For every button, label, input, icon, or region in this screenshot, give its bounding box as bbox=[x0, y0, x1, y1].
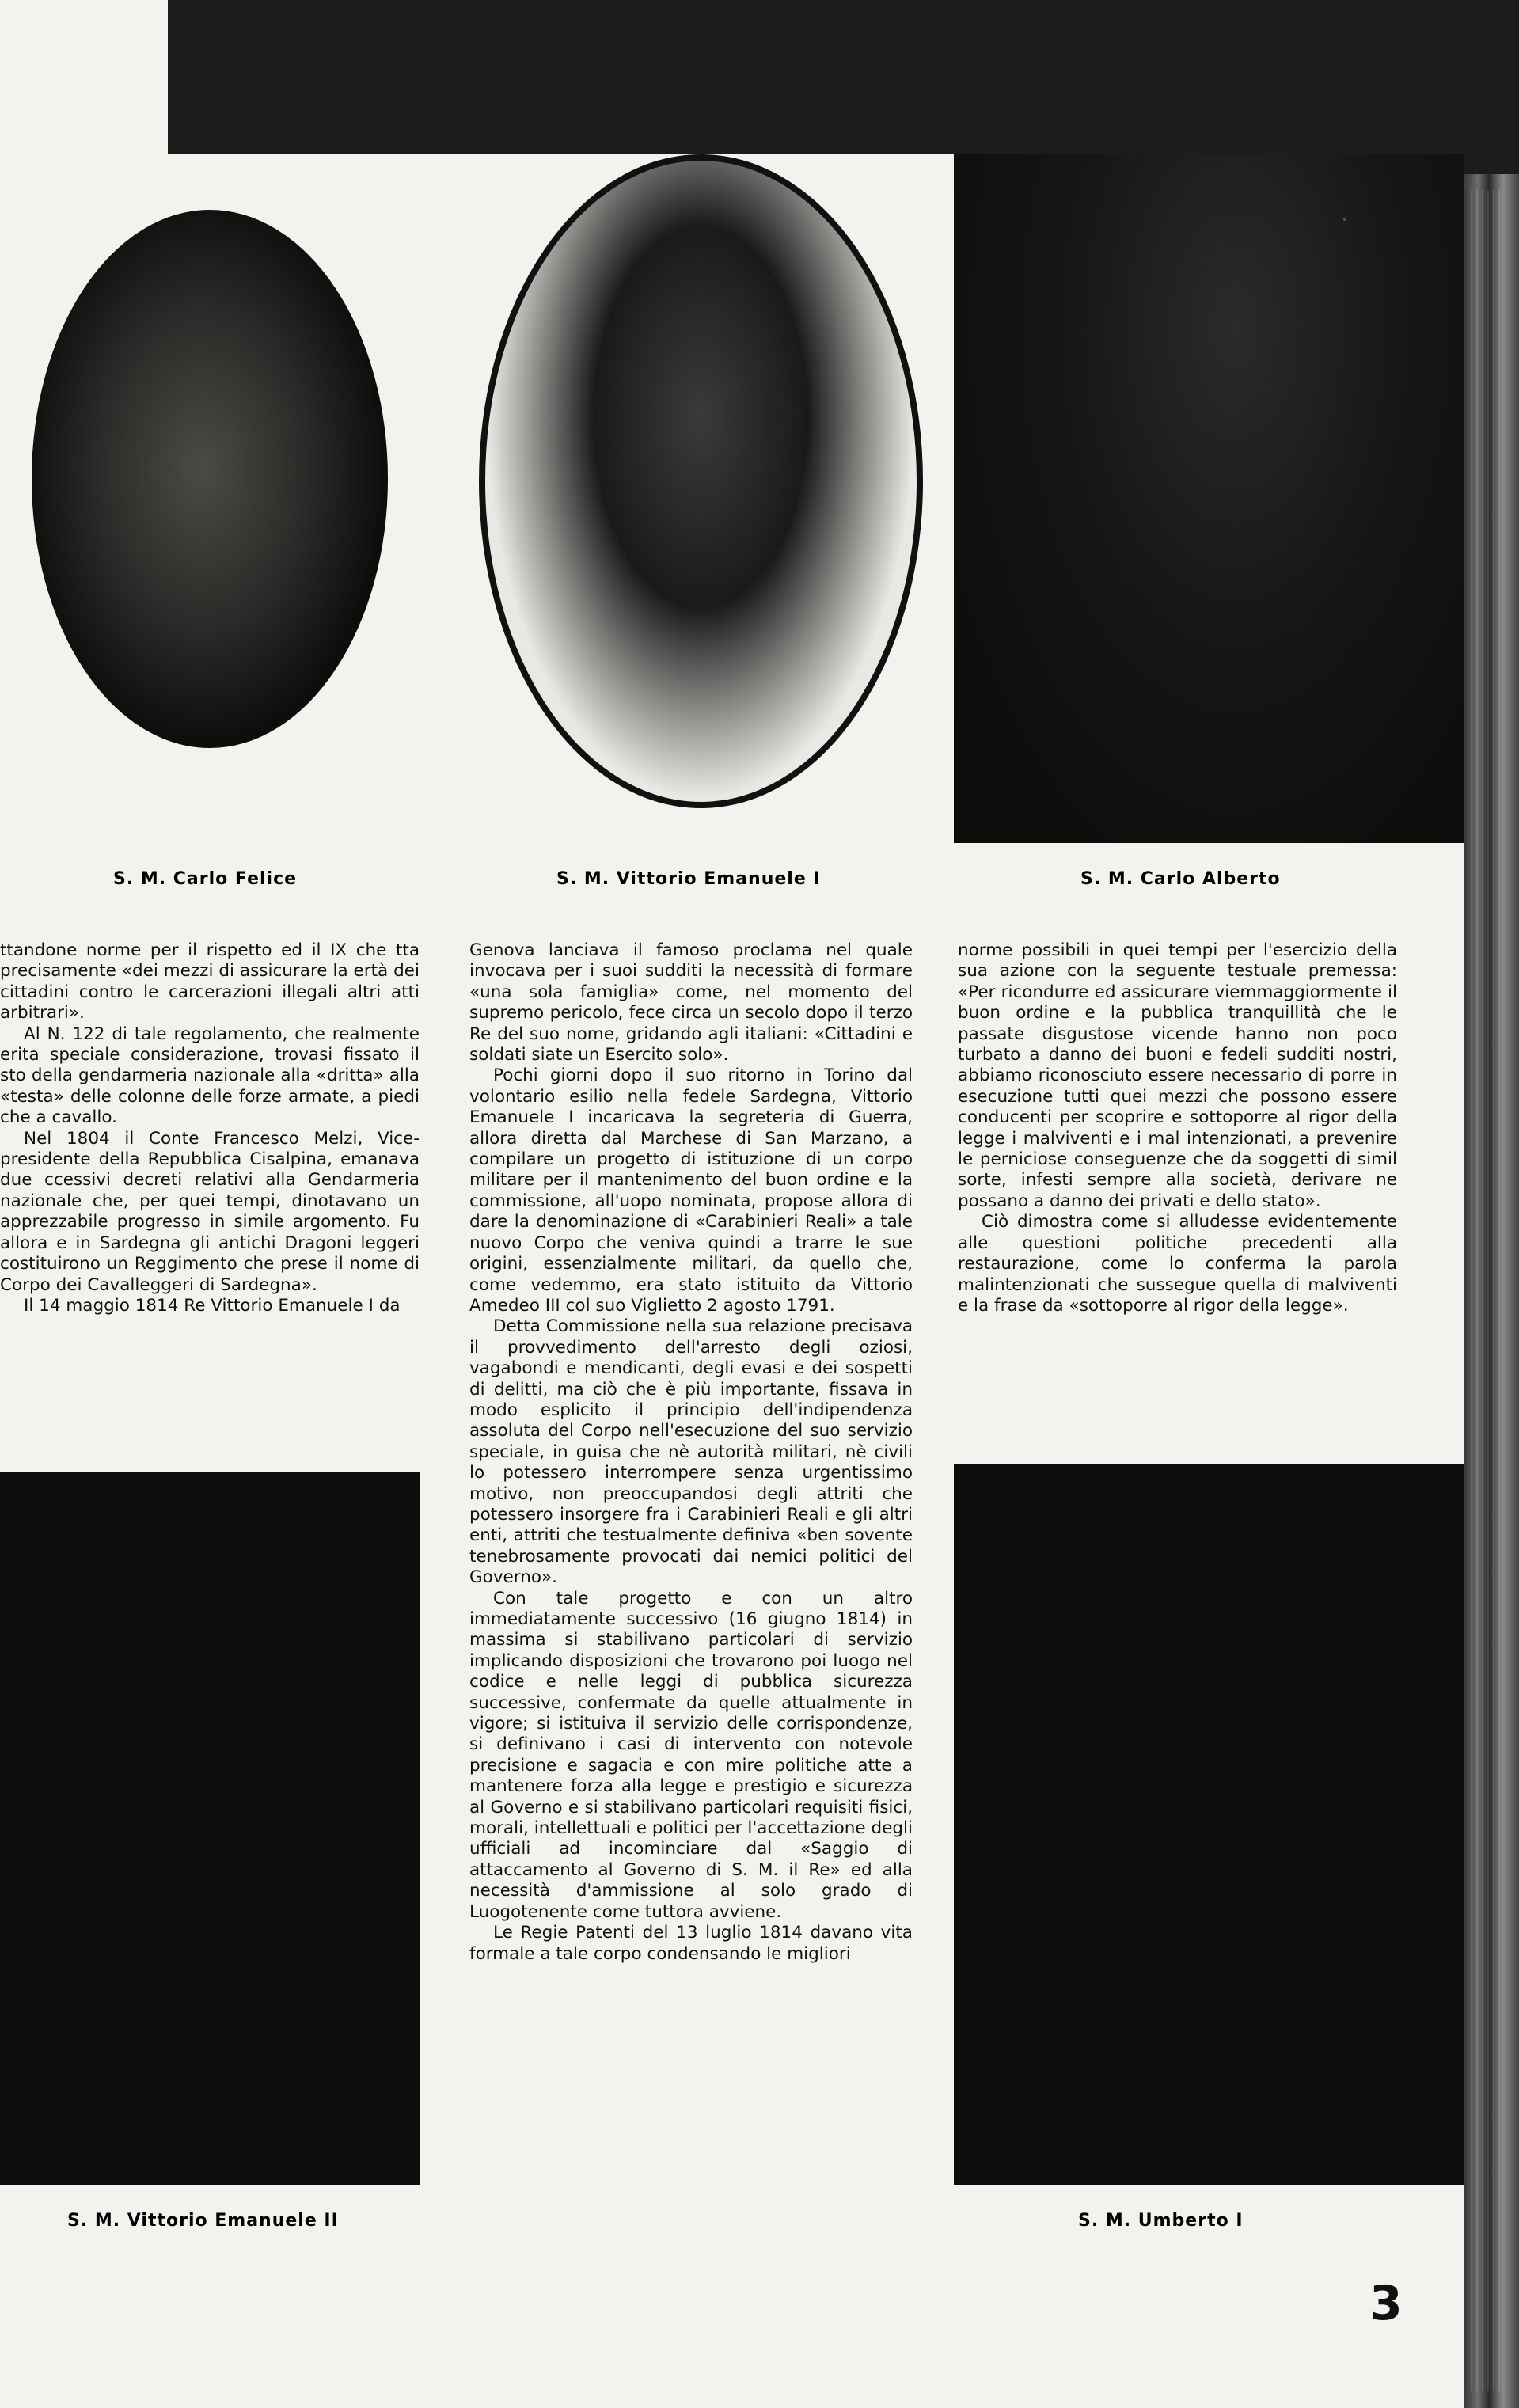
caption-umberto-i: S. M. Umberto I bbox=[1078, 2211, 1244, 2231]
paragraph: Detta Commissione nella sua relazione precisava il provvedimento dell'arresto degli oziosi, vagabondi e mendicanti, degli evasi e dei sospetti di delitti, ma ciò che è più importante, fissava in modo esplicito il principio dell'indipendenza assoluta del Corpo nell'esecuzione del suo servizio speciale, in guisa che nè autorità militari, nè civili lo potessero interrompere senza urgentissimo motivo, non preoccupandosi degli attriti che potessero insorgere fra i Carabinieri Reali e gli altri enti, attriti che testualmente definiva «ben sovente tenebrosamente provocati dai nemici politici del Governo». bbox=[469, 1316, 913, 1588]
page-top-corner bbox=[0, 0, 168, 154]
paragraph: norme possibili in quei tempi per l'esercizio della sua azione con la seguente testuale premessa: «Per ricondurre ed assicurare viemmaggiormente il buon ordine e la pubblica tranquillità che le passate disgustose vicende hanno non poco turbato a danno dei buoni e fedeli sudditi nostri, abbiamo riconosciuto essere necessario di porre in esecuzione tutti quei mezzi che possono essere conducenti per scoprire e sottoporre al rigor della legge i malviventi e i mal intenzionati, a prevenire le perniciose conseguenze che da soggetti di simil sorte, infesti sempre alla società, derivare ne possano a danno dei privati e dello stato». bbox=[958, 940, 1397, 1211]
page-number: 3 bbox=[1369, 2276, 1403, 2331]
paragraph: Pochi giorni dopo il suo ritorno in Torino dal volontario esilio nella fedele Sardegna, Vittorio Emanuele I incaricava la segreteria di Guerra, allora diretta dal Marchese di San Marzano, a compilare un progetto di istituzione di un corpo militare per il mantenimento del buon ordine e la commissione, all'uopo nominata, propose allora di dare la denominazione di «Carabinieri Reali» a tale nuovo Corpo che veniva quindi a trarre le sue origini, essenzialmente militari, da quello che, come vedemmo, era stato istituito da Vittorio Amedeo III col suo Viglietto 2 agosto 1791. bbox=[469, 1065, 913, 1316]
paragraph: Il 14 maggio 1814 Re Vittorio Emanuele I da bbox=[24, 1295, 401, 1316]
paragraph: Ciò dimostra come si alludesse evidentemente alle questioni politiche precedenti alla restaurazione, come lo conferma la parola malintenzionati che sussegue quella di malviventi e la frase da «sottoporre al rigor della legge». bbox=[958, 1212, 1397, 1316]
paragraph: Le Regie Patenti del 13 luglio 1814 davano vita formale a tale corpo condensando le migliori bbox=[469, 1923, 913, 1964]
caption-vittorio-emanuele-ii: S. M. Vittorio Emanuele II bbox=[67, 2211, 339, 2231]
caption-vittorio-emanuele-i: S. M. Vittorio Emanuele I bbox=[556, 869, 821, 889]
portrait-vittorio-emanuele-i bbox=[479, 154, 923, 808]
text-column-right bbox=[958, 940, 1397, 1316]
caption-carlo-felice: S. M. Carlo Felice bbox=[113, 869, 298, 889]
paragraph: Genova lanciava il famoso proclama nel quale invocava per i suoi sudditi la necessità di formare «una sola famiglia» come, nel momento del supremo pericolo, fece circa un secolo dopo il terzo Re del suo nome, gridando agli italiani: «Cittadini e soldati siate un Esercito solo». bbox=[469, 940, 913, 1065]
caption-carlo-alberto: S. M. Carlo Alberto bbox=[1080, 869, 1281, 889]
text-column-left bbox=[0, 940, 420, 1316]
portrait-umberto-i bbox=[954, 1464, 1464, 2185]
spine-texture bbox=[1471, 190, 1502, 2391]
paragraph: Al N. 122 di tale regolamento, che realmente erita speciale considerazione, trovasi fissato il sto della gendarmeria nazionale alla «dritta» alla «testa» delle colonne delle forze armate, a piedi che a cavallo. bbox=[0, 1024, 420, 1128]
paragraph: Nel 1804 il Conte Francesco Melzi, Vice-presidente della Repubblica Cisalpina, emanava due ccessivi decreti relativi alla Gendarmeria nazionale che, per quei tempi, dinotavano un apprezzabile progresso in simile argomento. Fu allora e in Sardegna gli antichi Dragoni leggeri costituirono un Reggimento che prese il nome di Corpo dei Cavalleggeri di Sardegna». bbox=[0, 1128, 420, 1295]
paragraph: ttandone norme per il rispetto ed il IX che tta precisamente «dei mezzi di assicurare la ertà dei cittadini contro le carcerazioni illegali altri atti arbitrari». bbox=[0, 940, 420, 1024]
portrait-carlo-alberto bbox=[954, 154, 1464, 843]
portrait-carlo-felice bbox=[32, 210, 388, 748]
paragraph: Con tale progetto e con un altro immediatamente successivo (16 giugno 1814) in massima si stabilivano particolari di servizio implicando disposizioni che trovarono poi luogo nel codice e nelle leggi di pubblica sicurezza successive, confermate da quelle attualmente in vigore; si istituiva il servizio delle corrispondenze, si definivano i casi di intervento con notevole precisione e sagacia e con mire politiche atte a mantenere forza alla legge e prestigio e sicurezza al Governo e si stabilivano particolari requisiti fisici, morali, intellettuali e politici per l'accettazione degli ufficiali ad incominciare dal «Saggio di attaccamento al Governo di S. M. il Re» ed alla necessità d'ammissione al solo grado di Luogotenente come tuttora avviene. bbox=[469, 1588, 913, 1922]
portrait-vittorio-emanuele-ii bbox=[0, 1472, 420, 2185]
speck bbox=[1343, 218, 1346, 221]
text-column-center bbox=[469, 940, 913, 1965]
